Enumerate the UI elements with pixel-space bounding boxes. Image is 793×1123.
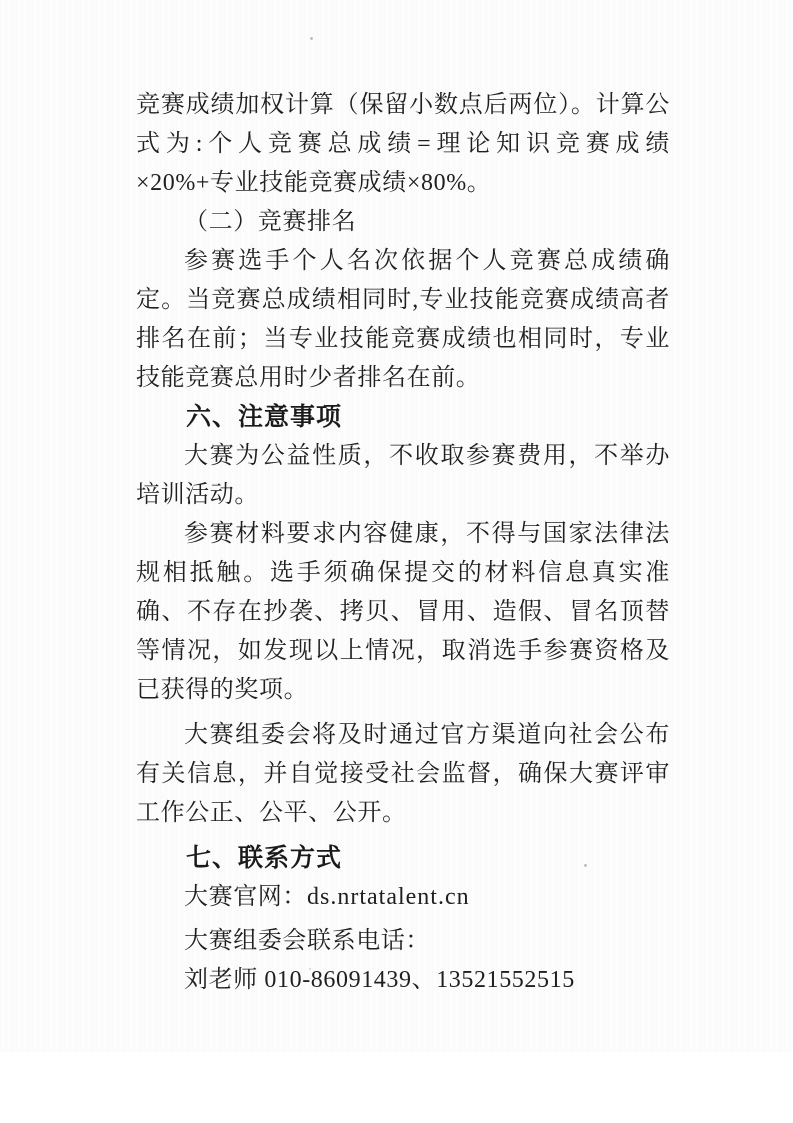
subheading-competition-ranking: （二）竞赛排名 [184, 209, 357, 235]
website-url: ds.nrtatalent.cn [307, 884, 470, 910]
scan-speck [310, 37, 313, 40]
document-body [136, 86, 670, 1000]
contact-website-line [136, 878, 670, 917]
heading-contact: 七、联系方式 [186, 844, 343, 872]
heading-notes: 六、注意事项 [186, 403, 343, 431]
paragraph-score-formula: 竞赛成绩加权计算（保留小数点后两位）。计算公式为:个人竞赛总成绩=理论知识竞赛成绩×20%+专业技能竞赛成绩×80%。 [136, 92, 670, 196]
scan-speck [309, 968, 311, 970]
paragraph-ranking-rules: 参赛选手个人名次依据个人竞赛总成绩确定。当竞赛总成绩相同时,专业技能竞赛成绩高者排名在前；当专业技能竞赛成绩也相同时，专业技能竞赛总用时少者排名在前。 [136, 248, 670, 391]
scan-speck [584, 864, 587, 867]
paragraph-notes-publicity: 大赛组委会将及时通过官方渠道向社会公布有关信息，并自觉接受社会监督，确保大赛评审工作公正、公平、公开。 [136, 722, 670, 826]
contact-phone-value: 刘老师 010-86091439、13521552515 [184, 967, 575, 993]
contact-phone-label: 大赛组委会联系电话： [184, 928, 430, 954]
paragraph-notes-materials: 参赛材料要求内容健康，不得与国家法律法规相抵触。选手须确保提交的材料信息真实准确、不存在抄袭、拷贝、冒用、造假、冒名顶替等情况，如发现以上情况，取消选手参赛资格及已获得的奖项。 [136, 521, 670, 703]
website-label: 大赛官网： [184, 884, 307, 910]
paragraph-notes-free: 大赛为公益性质，不收取参赛费用，不举办培训活动。 [136, 443, 670, 508]
